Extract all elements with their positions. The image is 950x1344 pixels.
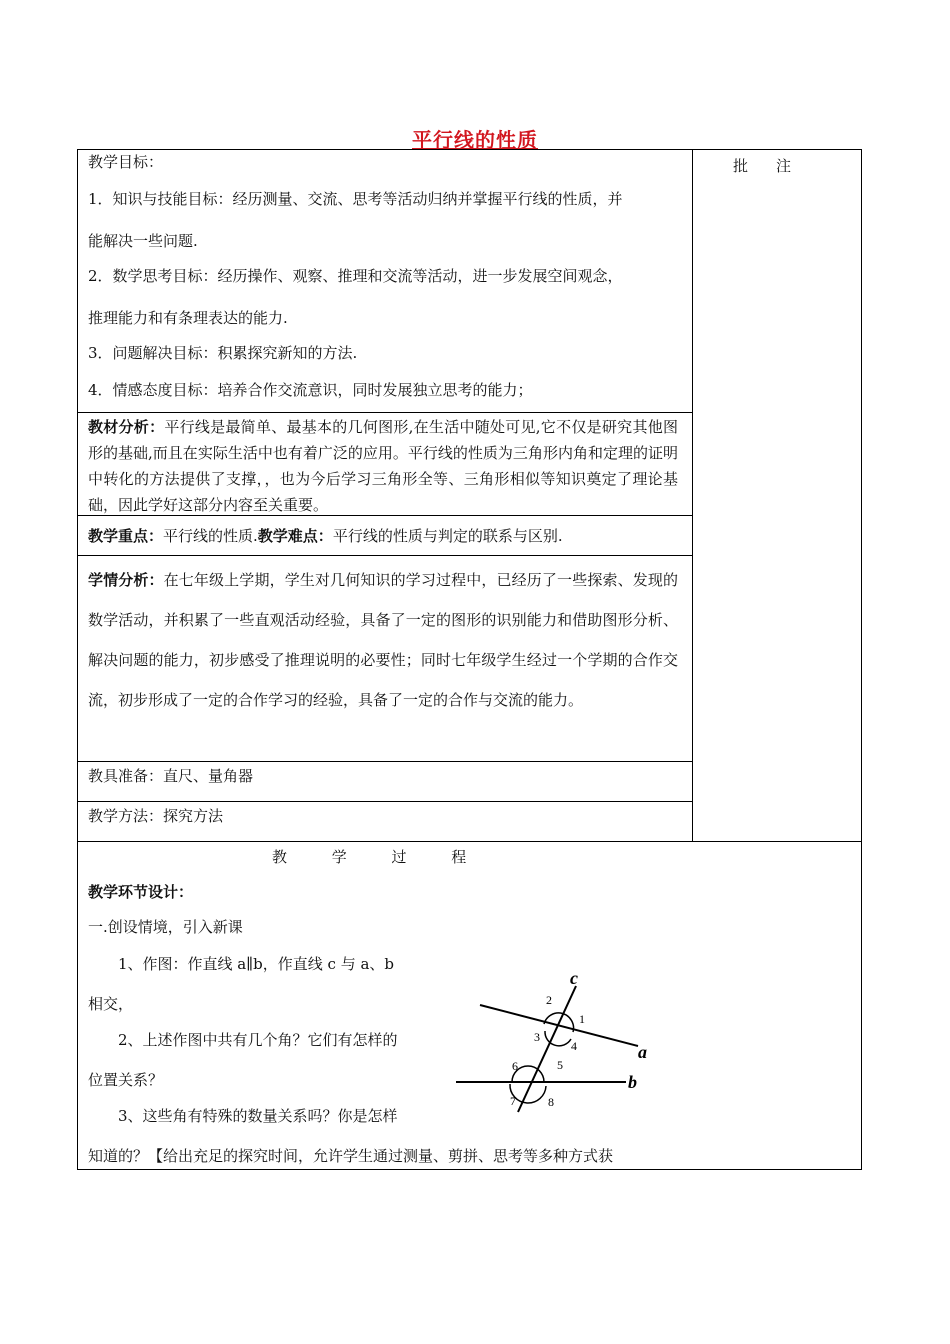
method-row: 教学方法：探究方法 bbox=[88, 807, 224, 825]
learner-text: 在七年级上学期，学生对几何知识的学习过程中，已经历了一些探索、发现的数学活动，并积累了一些直观活动经验，具备了一定的图形的识别能力和借助图形分析、解决问题的能力，初步感受了推理说明的必要性；同时七年级学生经过一个学期的合作交流，初步形成了一定的合作学习的经验，具备了一定的合作与交流的能力。 bbox=[88, 571, 678, 709]
process-header: 教 学 过 程 bbox=[272, 848, 467, 866]
goal-1-line-1: 1．知识与技能目标：经历测量、交流、思考等活动归纳并掌握平行线的性质，并 bbox=[88, 190, 623, 208]
line-a bbox=[480, 1005, 638, 1046]
learner-label: 学情分析： bbox=[88, 571, 164, 589]
goal-4: 4．情感态度目标：培养合作交流意识，同时发展独立思考的能力； bbox=[88, 381, 533, 399]
focus-row bbox=[88, 526, 563, 546]
column-divider bbox=[692, 149, 693, 841]
key-point-label: 教学重点： bbox=[88, 527, 164, 545]
learner-analysis bbox=[88, 560, 678, 720]
tools-row: 教具准备：直尺、量角器 bbox=[88, 767, 254, 785]
page-title: 平行线的性质 bbox=[412, 128, 538, 152]
materials-label: 教材分析： bbox=[88, 418, 165, 436]
question-2-line-2: 位置关系？ bbox=[88, 1071, 164, 1089]
goal-2-line-2: 推理能力和有条理表达的能力. bbox=[88, 309, 288, 327]
row-divider bbox=[77, 841, 862, 842]
question-3-line-2: 知道的？【给出充足的探究时间，允许学生通过测量、剪拼、思考等多种方式获 bbox=[88, 1147, 614, 1165]
key-point-text: 平行线的性质. bbox=[163, 527, 258, 545]
question-1-line-2: 相交， bbox=[88, 995, 134, 1013]
difficult-point-text: 平行线的性质与判定的联系与区别. bbox=[332, 527, 563, 545]
goal-1-line-2: 能解决一些问题. bbox=[88, 232, 198, 250]
materials-analysis bbox=[88, 414, 678, 518]
materials-text: 平行线是最简单、最基本的几何图形,在生活中随处可见,它不仅是研究其他图形的基础,而且在实际生活中也有着广泛的应用。平行线的性质为三角形内角和定理的证明中转化的方法提供了支撑，，也为今后学习三角形全等、三角形相似等知识奠定了理论基础，因此学好这部分内容至关重要。 bbox=[88, 418, 678, 514]
angle-label-2: 2 bbox=[546, 993, 552, 1007]
angle-label-7: 7 bbox=[510, 1094, 516, 1108]
annotation-header: 批注 bbox=[733, 157, 820, 175]
design-heading: 教学环节设计： bbox=[88, 883, 194, 901]
angle-label-4: 4 bbox=[571, 1039, 577, 1053]
parallel-lines-figure bbox=[448, 962, 658, 1122]
row-divider bbox=[77, 412, 692, 413]
angle-label-3: 3 bbox=[534, 1030, 540, 1044]
question-1-line-1: 1、作图：作直线 a∥b，作直线 c 与 a、b bbox=[118, 955, 395, 973]
goals-heading: 教学目标： bbox=[88, 153, 164, 171]
label-b: b bbox=[628, 1072, 637, 1092]
question-3-line-1: 3、这些角有特殊的数量关系吗？你是怎样 bbox=[118, 1107, 398, 1125]
label-a: a bbox=[638, 1042, 647, 1062]
section-1-heading: 一.创设情境，引入新课 bbox=[88, 918, 243, 936]
row-divider bbox=[77, 761, 692, 762]
goal-3: 3．问题解决目标：积累探究新知的方法. bbox=[88, 344, 358, 362]
question-2-line-1: 2、上述作图中共有几个角？它们有怎样的 bbox=[118, 1031, 398, 1049]
row-divider bbox=[77, 801, 692, 802]
difficult-point-label: 教学难点： bbox=[257, 527, 333, 545]
angle-label-8: 8 bbox=[548, 1095, 554, 1109]
goal-2-line-1: 2．数学思考目标：经历操作、观察、推理和交流等活动，进一步发展空间观念， bbox=[88, 267, 623, 285]
angle-label-6: 6 bbox=[512, 1059, 518, 1073]
angle-label-1: 1 bbox=[579, 1012, 585, 1026]
label-c: c bbox=[570, 968, 578, 988]
row-divider bbox=[77, 555, 692, 556]
angle-label-5: 5 bbox=[557, 1058, 563, 1072]
